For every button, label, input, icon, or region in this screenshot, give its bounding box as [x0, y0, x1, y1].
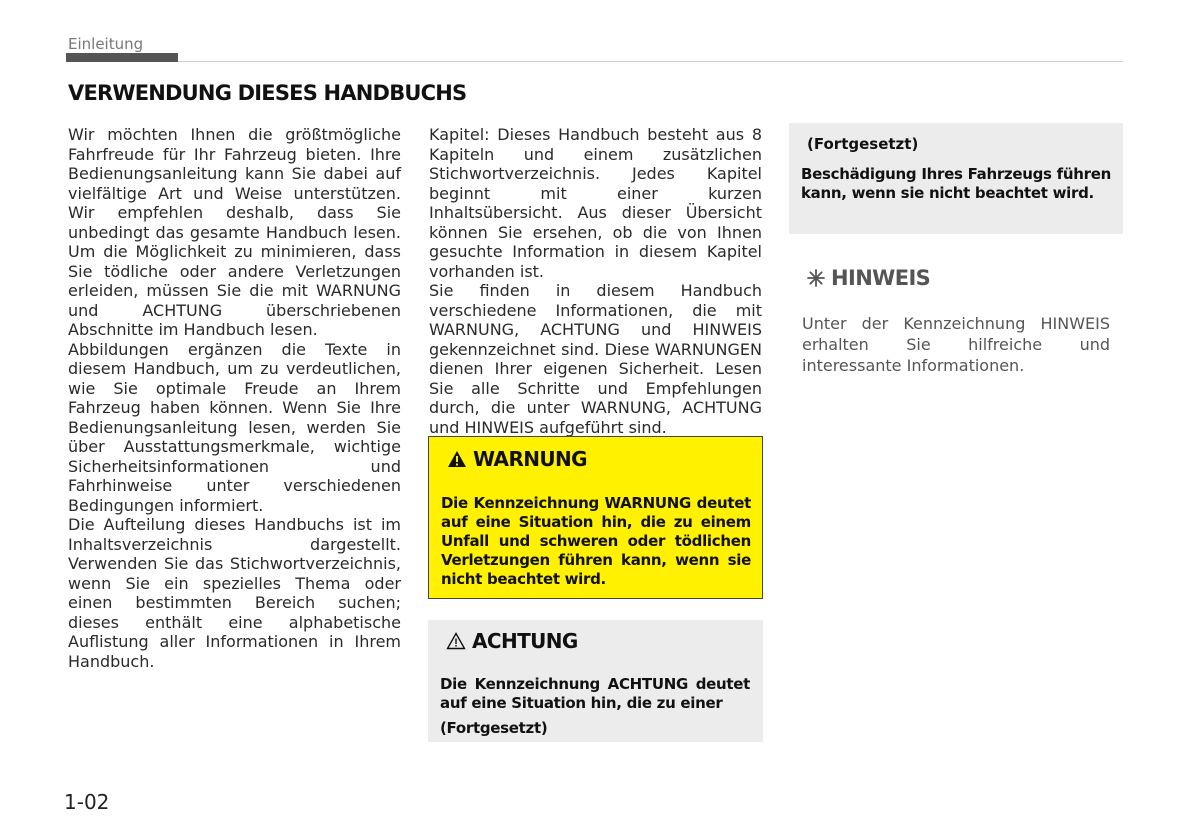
- warning-text: [441, 494, 751, 589]
- paragraph: Die Aufteilung dieses Handbuchs ist im Inhaltsverzeichnis dargestellt. Verwenden Sie das Stichwortverzeichnis, wenn Sie ein spezielles Thema oder einen bestimmten Bereich suchen; dieses enthält eine alphabetische Auflistung aller Informationen in Ihrem Handbuch.: [68, 515, 401, 671]
- caution-continued-text: [801, 165, 1111, 203]
- warning-box: [428, 436, 763, 599]
- paragraph: Abbildungen ergänzen die Texte in diesem Handbuch, um zu verdeutlichen, wie Sie optimale Freude an Ihrem Fahrzeug haben können. Wenn Sie Ihre Bedienungsanleitung lesen, werden Sie über Ausstattungsmerkmale, wichtige Sicherheitsinformationen und Fahrhinweise unter verschiedenen Bedingungen informiert.: [68, 339, 401, 515]
- note-heading: [806, 266, 930, 290]
- warning-heading: [447, 447, 587, 471]
- continued-label: (Fortgesetzt): [440, 719, 548, 737]
- caution-heading: [446, 629, 578, 653]
- text-column-middle: [429, 125, 762, 437]
- caution-continued-box: [789, 123, 1123, 234]
- caution-text: [440, 675, 750, 738]
- text-column-left: [68, 125, 401, 671]
- paragraph: Wir möchten Ihnen die größtmögliche Fahrfreude für Ihr Fahrzeug bieten. Ihre Bedienungsanleitung kann Sie dabei auf vielfältige Art und Weise unterstützen. Wir empfehlen deshalb, dass Sie unbedingt das gesamte Handbuch lesen. Um die Möglichkeit zu minimieren, dass Sie tödliche oder andere Verletzungen erleiden, müssen Sie die mit WARNUNG und ACHTUNG überschriebenen Abschnitte im Handbuch lesen.: [68, 125, 401, 339]
- asterisk-icon: [806, 268, 826, 288]
- warning-heading-label: WARNUNG: [473, 447, 587, 471]
- section-header-rule: [178, 61, 1123, 62]
- section-header-bar: [66, 53, 178, 62]
- page-number: 1-02: [64, 790, 110, 814]
- caution-continued-paragraph: Beschädigung Ihres Fahrzeugs führen kann, wenn sie nicht beachtet wird.: [801, 165, 1111, 202]
- caution-triangle-icon: [446, 632, 466, 650]
- caution-paragraph: Die Kennzeichnung ACHTUNG deutet auf eine Situation hin, die zu einer: [440, 675, 750, 712]
- continued-heading: (Fortgesetzt): [807, 135, 919, 153]
- warning-paragraph: Die Kennzeichnung WARNUNG deutet auf eine Situation hin, die zu einem Unfall und schweren oder tödlichen Verletzungen führen kann, wenn sie nicht beachtet wird.: [441, 494, 751, 588]
- warning-triangle-icon: [447, 450, 467, 468]
- paragraph: Kapitel: Dieses Handbuch besteht aus 8 Kapiteln und einem zusätzlichen Stichwortverzeichnis. Jedes Kapitel beginnt mit einer kurzen Inhaltsübersicht. Aus dieser Übersicht können Sie ersehen, ob die von Ihnen gesuchte Information in diesem Kapitel vorhanden ist.: [429, 125, 762, 281]
- section-header: Einleitung: [68, 35, 144, 53]
- note-heading-label: HINWEIS: [831, 266, 931, 290]
- caution-heading-label: ACHTUNG: [472, 629, 578, 653]
- note-text: Unter der Kennzeichnung HINWEIS erhalten Sie hilfreiche und interessante Informationen.: [802, 314, 1110, 375]
- paragraph: Sie finden in diesem Handbuch verschiedene Informationen, die mit WARNUNG, ACHTUNG und HINWEIS gekennzeichnet sind. Diese WARNUNGEN dienen Ihrer eigenen Sicherheit. Lesen Sie alle Schritte und Empfehlungen durch, die unter WARNUNG, ACHTUNG und HINWEIS aufgeführt sind.: [429, 281, 762, 437]
- page-title: VERWENDUNG DIESES HANDBUCHS: [68, 81, 467, 105]
- caution-box: [428, 620, 763, 742]
